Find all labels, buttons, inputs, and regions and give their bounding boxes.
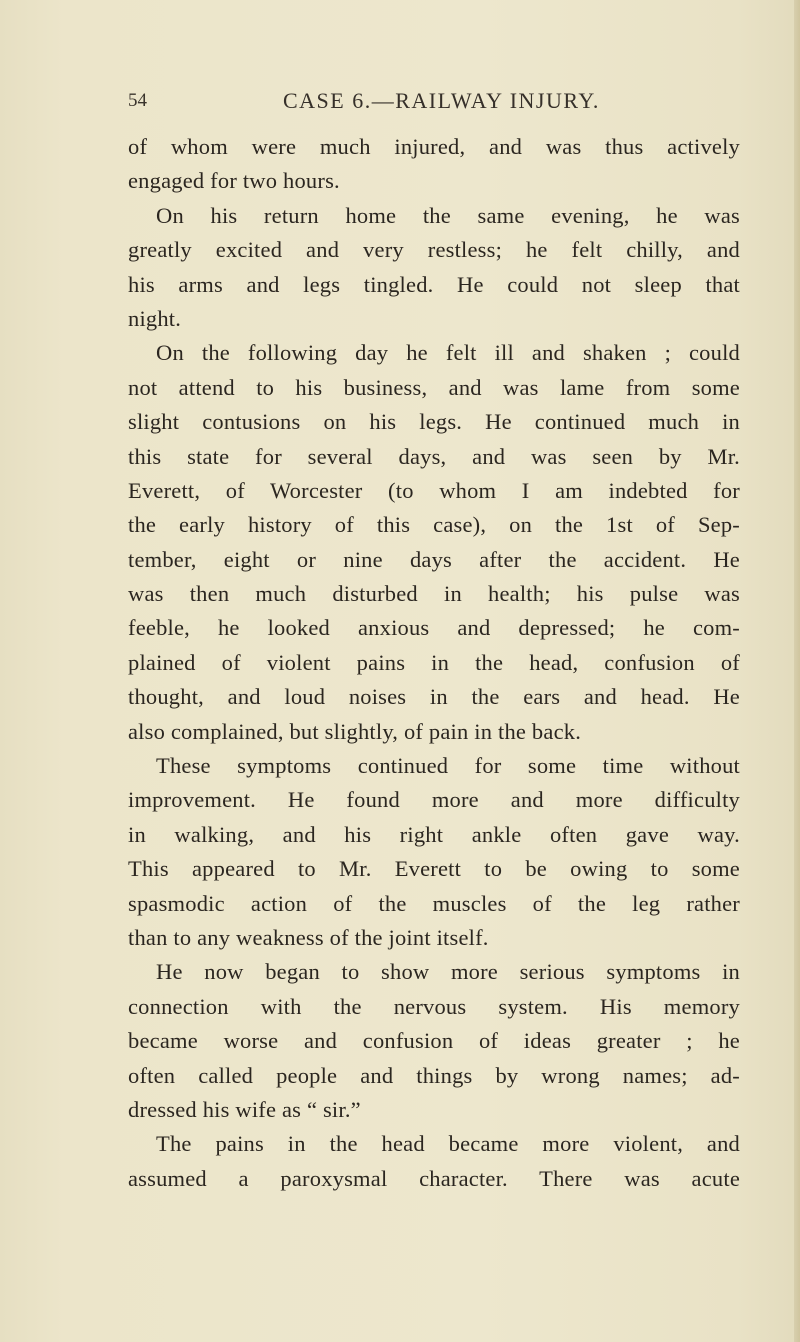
text-line: became worse and confusion of ideas greater ; he xyxy=(128,1028,740,1054)
paragraph-first-line: On the following day he felt ill and shaken ; could xyxy=(156,340,740,366)
text-line: connection with the nervous system. His memory xyxy=(128,993,740,1019)
text-line: Everett, of Worcester (to whom I am indebted for xyxy=(128,477,740,503)
text-line: engaged for two hours. xyxy=(128,168,340,194)
text-line: night. xyxy=(128,305,182,331)
text-line: often called people and things by wrong names; ad- xyxy=(128,1062,740,1088)
paragraph-first-line: The pains in the head became more violent, and xyxy=(156,1131,740,1157)
text-line: dressed his wife as “ sir.” xyxy=(128,1096,361,1122)
text-line: also complained, but slightly, of pain in the back. xyxy=(128,718,582,744)
paragraph-first-line: He now began to show more serious symptoms in xyxy=(156,959,740,985)
text-line: assumed a paroxysmal character. There was acute xyxy=(128,1165,740,1191)
text-line: thought, and loud noises in the ears and head. He xyxy=(128,684,740,710)
text-line: than to any weakness of the joint itself. xyxy=(128,924,489,950)
paragraph-first-line: These symptoms continued for some time without xyxy=(156,753,740,779)
paragraph-first-line: On his return home the same evening, he was xyxy=(156,202,740,228)
text-line: of whom were much injured, and was thus actively xyxy=(128,134,740,159)
page-header xyxy=(128,84,728,124)
text-line: improvement. He found more and more difficulty xyxy=(128,787,740,813)
text-line: feeble, he looked anxious and depressed; he com- xyxy=(128,615,740,641)
text-line: tember, eight or nine days after the accident. He xyxy=(128,546,740,572)
page-edge-shadow xyxy=(794,0,800,1342)
text-line: this state for several days, and was seen by Mr. xyxy=(128,443,740,469)
text-line: plained of violent pains in the head, confusion of xyxy=(128,649,740,675)
text-line: This appeared to Mr. Everett to be owing to some xyxy=(128,856,740,882)
text-line: greatly excited and very restless; he felt chilly, and xyxy=(128,237,740,263)
page-number: 54 xyxy=(128,90,147,111)
running-title: CASE 6.—RAILWAY INJURY. xyxy=(283,88,600,113)
body-text xyxy=(128,130,740,1196)
text-line: not attend to his business, and was lame from some xyxy=(128,374,740,400)
text-line: his arms and legs tingled. He could not sleep that xyxy=(128,271,740,297)
text-line: the early history of this case), on the 1st of Sep- xyxy=(128,512,740,538)
text-line: in walking, and his right ankle often gave way. xyxy=(128,821,740,847)
text-line: spasmodic action of the muscles of the leg rather xyxy=(128,890,740,916)
text-line: slight contusions on his legs. He continued much in xyxy=(128,409,740,435)
text-line: was then much disturbed in health; his pulse was xyxy=(128,581,740,607)
